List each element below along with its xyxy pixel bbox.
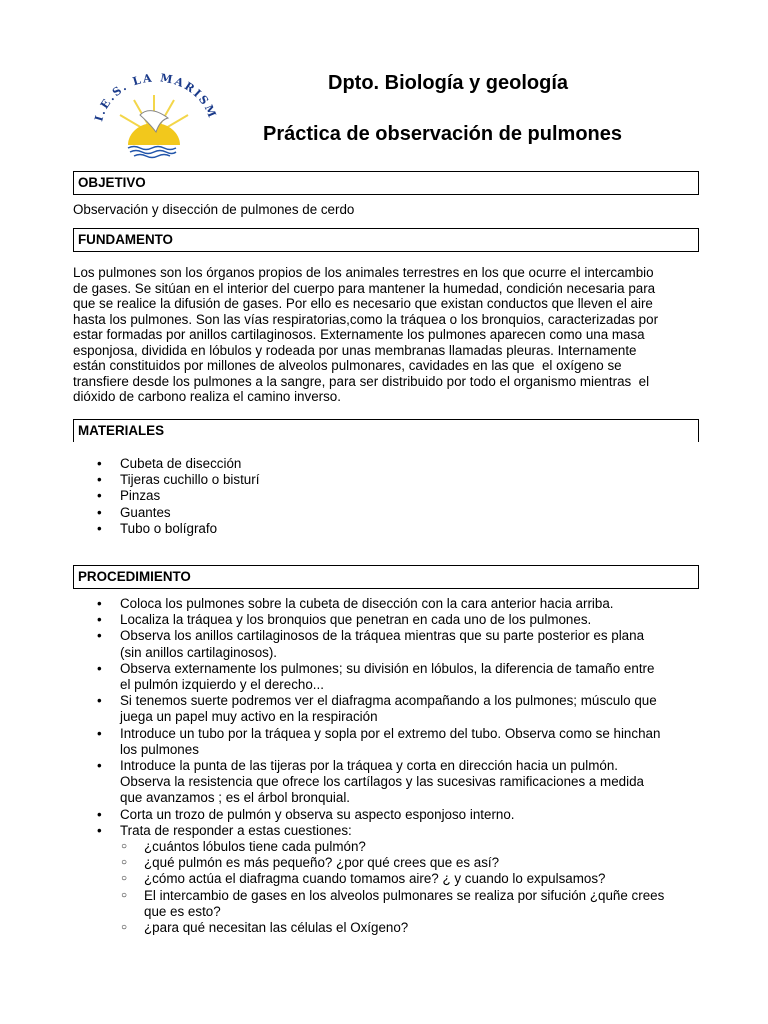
paragraph-line: que se realice la difusión de gases. Por ello es necesario que existan conductos que lleven el aire xyxy=(73,296,653,311)
list-item xyxy=(73,488,713,504)
bullet-icon: • xyxy=(97,596,102,611)
list-item-text: Pinzas xyxy=(120,488,161,504)
circle-bullet-icon: ○ xyxy=(121,922,128,934)
step-item xyxy=(73,628,733,660)
circle-bullet-icon: ○ xyxy=(121,873,128,885)
step-text-line: Si tenemos suerte podremos ver el diafragma acompañando a los pulmones; músculo que xyxy=(120,693,657,709)
step-item xyxy=(73,693,733,725)
bullet-icon: • xyxy=(97,725,102,741)
step-item xyxy=(73,661,733,693)
step-text-line: Observa la resistencia que ofrece los cartílagos y las sucesivas ramificaciones a medida xyxy=(120,774,644,790)
paragraph-line: hasta los pulmones. Son las vías respiratorias,como la tráquea o los bronquios, caracterizadas por xyxy=(73,311,659,327)
step-text-line: juega un papel muy activo en la respiración xyxy=(120,709,378,725)
paragraph-line: esponjosa, dividida en lóbulos y rodeada por unas membranas llamadas pleuras. Internamente xyxy=(73,342,637,358)
circle-bullet-icon: ○ xyxy=(121,841,128,853)
bullet-icon: • xyxy=(97,612,102,628)
step-item xyxy=(73,807,733,823)
list-item-text: Tubo o bolígrafo xyxy=(120,520,218,536)
question-text-line: El intercambio de gases en los alveolos pulmonares se realiza por sifución ¿quñe crees xyxy=(144,887,665,903)
svg-text:I.E.S. LA MARISMA: I.E.S. LA MARISM xyxy=(92,71,220,123)
bullet-icon: • xyxy=(97,806,102,822)
paragraph-line: de gases. Se sitúan en el interior del cuerpo para mantener la humedad, condición necesaria para xyxy=(73,280,656,296)
bullet-icon: • xyxy=(97,504,102,520)
paragraph-line: Los pulmones son los órganos propios de los animales terrestres en los que ocurre el intercambio xyxy=(73,265,654,280)
bullet-icon: • xyxy=(97,758,102,774)
department-title: Dpto. Biología y geología xyxy=(328,72,568,94)
list-item xyxy=(73,521,713,537)
bullet-icon: • xyxy=(97,472,102,488)
question-text-line: que es esto? xyxy=(144,903,221,919)
section-header-procedimiento: PROCEDIMIENTO xyxy=(73,565,699,589)
bullet-icon: • xyxy=(97,520,102,536)
step-text-line: que avanzamos ; es el árbol bronquial. xyxy=(120,790,351,806)
list-item-text: Cubeta de disección xyxy=(120,456,242,471)
section-header-objetivo: OBJETIVO xyxy=(73,171,699,195)
list-item xyxy=(73,472,713,488)
list-item xyxy=(73,456,713,472)
step-text-line: el pulmón izquierdo y el derecho... xyxy=(120,677,324,693)
questions-list xyxy=(97,839,733,936)
question-item xyxy=(97,839,733,855)
objetivo-text: Observación y disección de pulmones de cerdo xyxy=(73,202,355,217)
bullet-icon: • xyxy=(97,488,102,504)
procedimiento-list xyxy=(73,596,733,936)
step-text-line: Introduce la punta de las tijeras por la tráquea y corta en dirección hacia un pulmón. xyxy=(120,758,618,774)
section-header-materiales: MATERIALES xyxy=(73,419,699,442)
step-item xyxy=(73,612,733,628)
paragraph-line: están constituidos por millones de alveolos pulmonares, cavidades en las que el oxígeno se xyxy=(73,358,622,373)
school-logo xyxy=(90,60,220,160)
step-item xyxy=(73,758,733,807)
list-item-text: Tijeras cuchillo o bisturí xyxy=(120,472,260,488)
page-title: Práctica de observación de pulmones xyxy=(263,123,623,145)
paragraph-line: estar formadas por anillos cartilaginosos. Externamente los pulmones aparecen como una masa xyxy=(73,327,645,342)
step-text-line: Observa los anillos cartilaginosos de la tráquea mientras que su parte posterior es plana xyxy=(120,628,645,644)
paragraph-line: dióxido de carbono realiza el camino inverso. xyxy=(73,389,341,404)
step-item xyxy=(73,823,733,839)
list-item-text: Guantes xyxy=(120,504,171,520)
bullet-icon: • xyxy=(97,693,102,709)
question-item xyxy=(97,888,733,920)
step-text-line: los pulmones xyxy=(120,741,199,757)
list-item xyxy=(73,505,713,521)
fundamento-paragraph xyxy=(73,265,658,405)
questions-wrapper xyxy=(73,839,733,936)
question-item xyxy=(97,855,733,871)
question-text-line: ¿para qué necesitan las células el Oxígeno? xyxy=(144,920,409,936)
step-text-line: Observa externamente los pulmones; su división en lóbulos, la diferencia de tamaño entre xyxy=(120,660,655,676)
step-text-line: Corta un trozo de pulmón y observa su aspecto esponjoso interno. xyxy=(120,806,515,822)
bullet-icon: • xyxy=(97,660,102,676)
bullet-icon: • xyxy=(97,822,102,838)
circle-bullet-icon: ○ xyxy=(121,889,128,901)
question-item xyxy=(97,920,733,936)
paragraph-line: transfiere desde los pulmones a la sangre, para ser distribuido por todo el organismo mientras el xyxy=(73,373,650,389)
step-text-line: Coloca los pulmones sobre la cubeta de disección con la cara anterior hacia arriba. xyxy=(120,596,614,611)
question-text-line: ¿qué pulmón es más pequeño? ¿por qué crees que es así? xyxy=(144,855,500,871)
step-item xyxy=(73,596,733,612)
step-text-line: (sin anillos cartilaginosos). xyxy=(120,644,278,660)
step-text-line: Introduce un tubo por la tráquea y sopla por el extremo del tubo. Observa como se hinchan xyxy=(120,725,661,741)
materiales-list xyxy=(73,456,713,537)
circle-bullet-icon: ○ xyxy=(121,857,128,869)
step-item xyxy=(73,726,733,758)
bullet-icon: • xyxy=(97,456,102,471)
section-header-fundamento: FUNDAMENTO xyxy=(73,228,699,252)
question-text-line: ¿cómo actúa el diafragma cuando tomamos aire? ¿ y cuando lo expulsamos? xyxy=(144,871,606,887)
step-text-line: Trata de responder a estas cuestiones: xyxy=(120,822,352,838)
step-text-line: Localiza la tráquea y los bronquios que penetran en cada uno de los pulmones. xyxy=(120,612,592,628)
question-item xyxy=(97,871,733,887)
question-text-line: ¿cuántos lóbulos tiene cada pulmón? xyxy=(144,839,366,855)
bullet-icon: • xyxy=(97,628,102,644)
